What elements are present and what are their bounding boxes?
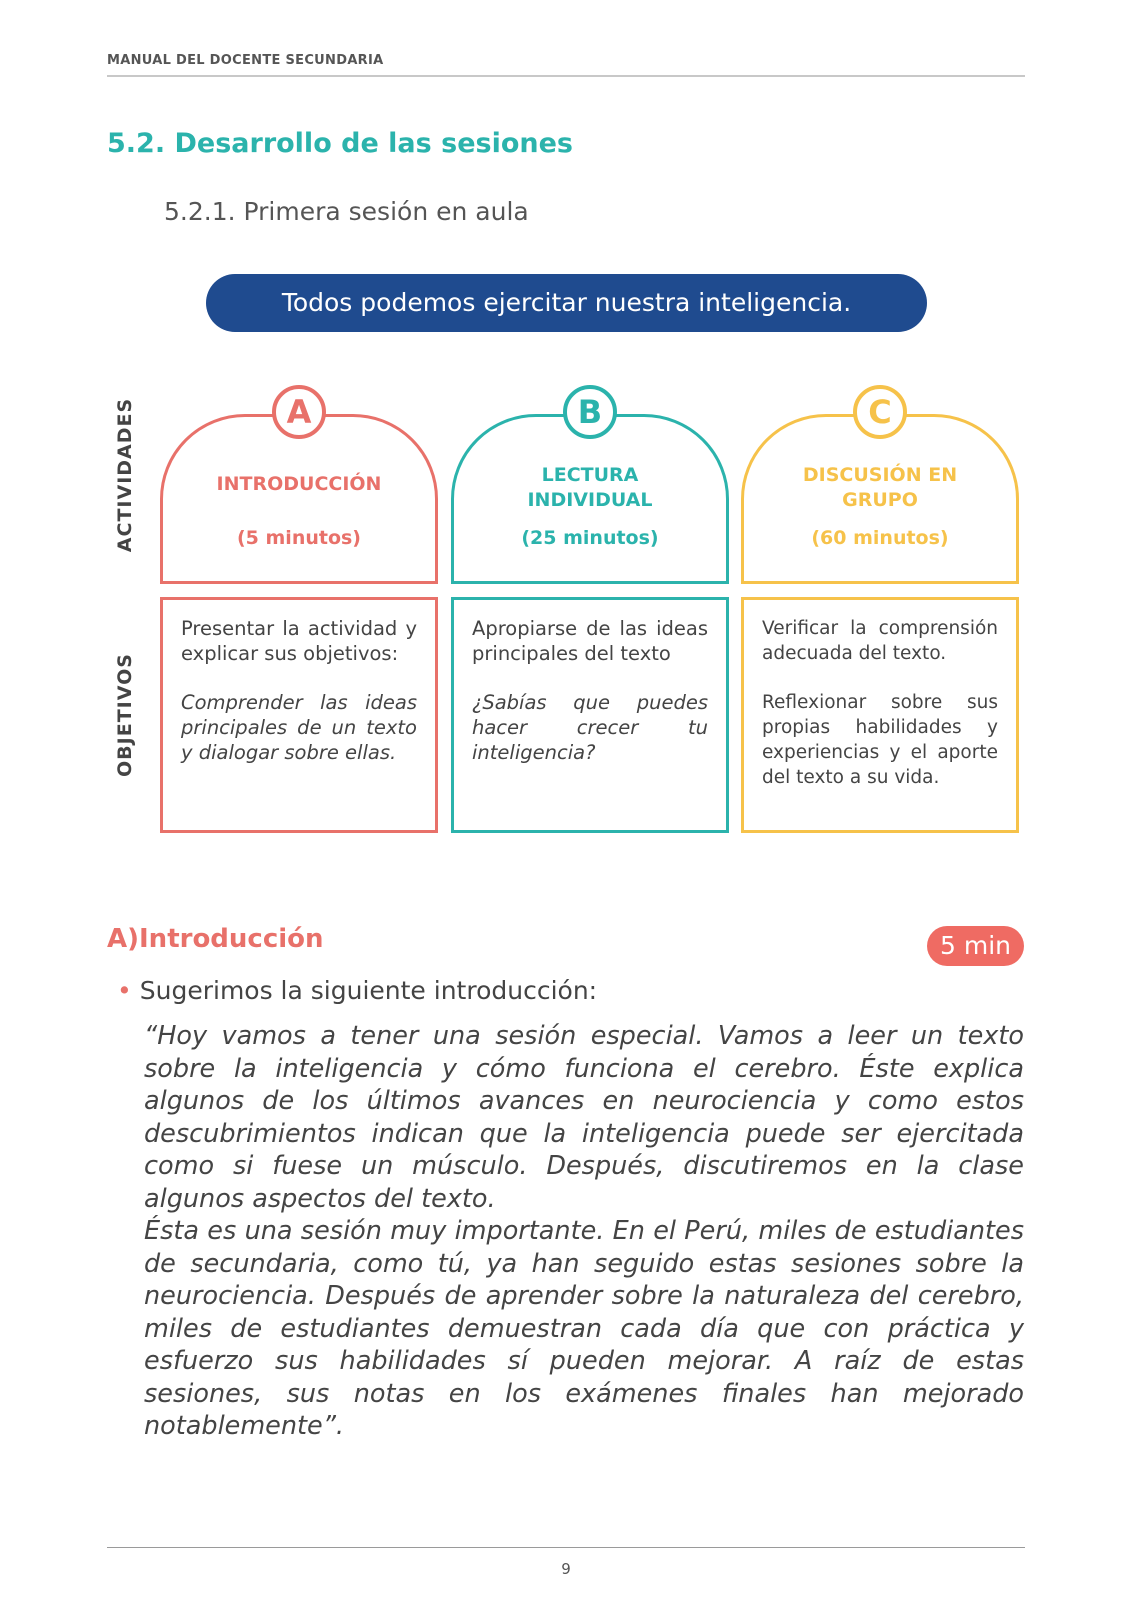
activity-title-b: LECTURA INDIVIDUAL [527,464,653,511]
intro-quote-paragraph-1: “Hoy vamos a tener una sesión especial. Vamos a leer un texto sobre la inteligencia y cómo funciona el cerebro. Éste explica algunos de los últimos avances en neurociencia y como estos descubrimientos indican que la inteligencia puede ser ejercitada como si fuese un músculo. Después, discutiremos en la clase algunos aspectos del texto. [144,1021,1024,1214]
session-banner: Todos podemos ejercitar nuestra inteligencia. [206,274,927,332]
activity-letter-a: A [272,385,326,439]
activity-duration-a: (5 minutos) [236,527,361,549]
intro-heading: A)Introducción [107,924,324,954]
objective-c-text: Verificar la comprensión adecuada del texto. [762,618,998,664]
subsection-title: 5.2.1. Primera sesión en aula [164,197,529,226]
objective-c-detail: Reflexionar sobre sus propias habilidades y experiencias y el aporte del texto a su vida. [762,692,998,788]
intro-quote-paragraph-2: Ésta es una sesión muy importante. En el Perú, miles de estudiantes de secundaria, como tú, ya han seguido estas sesiones sobre la neurociencia. Después de aprender sobre la naturaleza del cerebro, miles de estudiantes demuestran cada día que con práctica y esfuerzo sus habilidades sí pueden mejorar. A raíz de estas sesiones, sus notas en los exámenes finales han mejorado notablemente”. [144,1216,1024,1441]
activity-letter-b: B [563,385,617,439]
header-divider [107,75,1025,77]
section-title: 5.2. Desarrollo de las sesiones [107,128,573,159]
intro-bullet-text: Sugerimos la siguiente introducción: [139,976,598,1005]
objective-box-a [160,597,438,833]
intro-bullet [117,976,597,1005]
time-badge: 5 min [927,926,1024,966]
page-number: 9 [561,1560,571,1578]
running-header: MANUAL DEL DOCENTE SECUNDARIA [107,53,384,68]
footer-divider [107,1547,1025,1548]
intro-quote [144,1020,1024,1443]
objective-box-b [451,597,729,833]
activities-side-label: ACTIVIDADES [114,397,136,553]
bullet-dot-icon: • [117,976,132,1005]
activity-card-a [160,414,438,584]
activity-duration-b: (25 minutos) [521,527,659,549]
objective-b-detail: ¿Sabías que puedes hacer crecer tu inteligencia? [472,691,708,764]
activity-letter-c: C [853,385,907,439]
objective-a-detail: Comprender las ideas principales de un texto y dialogar sobre ellas. [181,691,417,764]
activity-duration-c: (60 minutos) [811,527,949,549]
objectives-side-label: OBJETIVOS [114,653,136,777]
activity-title-a: INTRODUCCIÓN [216,473,382,495]
objective-b-text: Apropiarse de las ideas principales del texto [472,617,708,665]
objective-a-text: Presentar la actividad y explicar sus objetivos: [181,617,417,665]
activity-title-c: DISCUSIÓN EN GRUPO [802,464,958,511]
objective-box-c [741,597,1019,833]
